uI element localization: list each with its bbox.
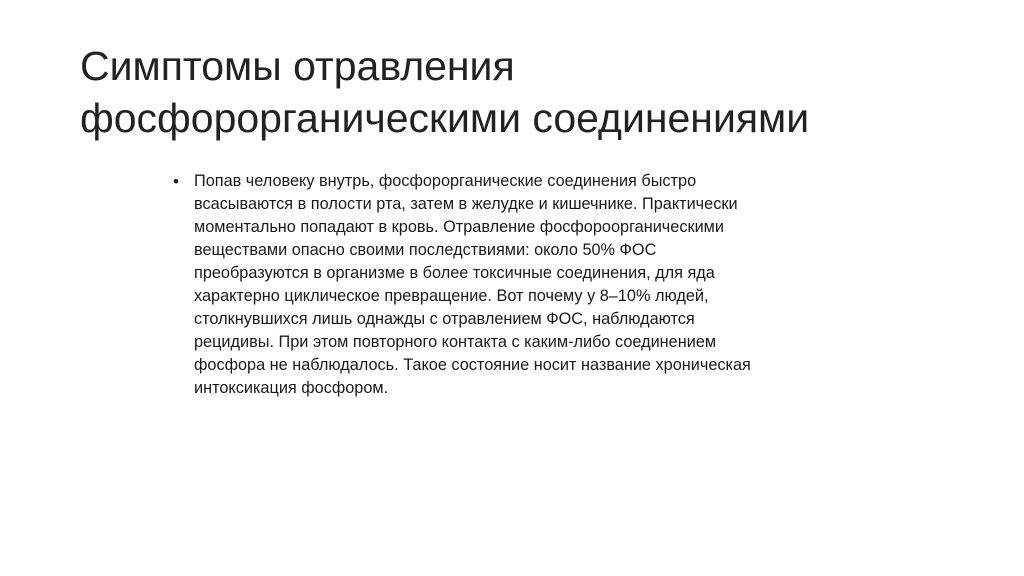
bullet-text-line-3: моментально попадают в кровь. Отравление фосфороорганическими xyxy=(194,218,724,236)
bullet-text-line-9: фосфора не наблюдалось. Такое состояние носит название хроническая xyxy=(194,356,751,374)
slide-content xyxy=(173,170,893,400)
bullet-text-line-4: веществами опасно своими последствиями: около 50% ФОС xyxy=(194,241,657,259)
bullet-text xyxy=(194,170,893,400)
bullet-text-line-6: характерно циклическое превращение. Вот почему у 8–10% людей, xyxy=(194,287,709,305)
bullet-text-line-5: преобразуются в организме в более токсичные соединения, для яда xyxy=(194,264,715,282)
bullet-text-line-8: рецидивы. При этом повторного контакта с каким-либо соединением xyxy=(194,333,717,351)
bullet-text-line-7: столкнувшихся лишь однажды с отравлением ФОС, наблюдаются xyxy=(194,310,695,328)
bullet-text-line-2: всасываются в полости рта, затем в желудке и кишечнике. Практически xyxy=(194,195,738,213)
bullet-item xyxy=(173,170,893,400)
bullet-text-line-1: Попав человеку внутрь, фосфорорганические соединения быстро xyxy=(194,172,697,190)
slide-title-line-2: фосфорорганическими соединениями xyxy=(80,95,810,141)
slide-title-line-1: Симптомы отравления xyxy=(80,43,515,89)
slide-title xyxy=(80,40,960,144)
bullet-text-line-10: интоксикация фосфором. xyxy=(194,379,389,397)
bullet-dot-icon: • xyxy=(173,172,179,191)
